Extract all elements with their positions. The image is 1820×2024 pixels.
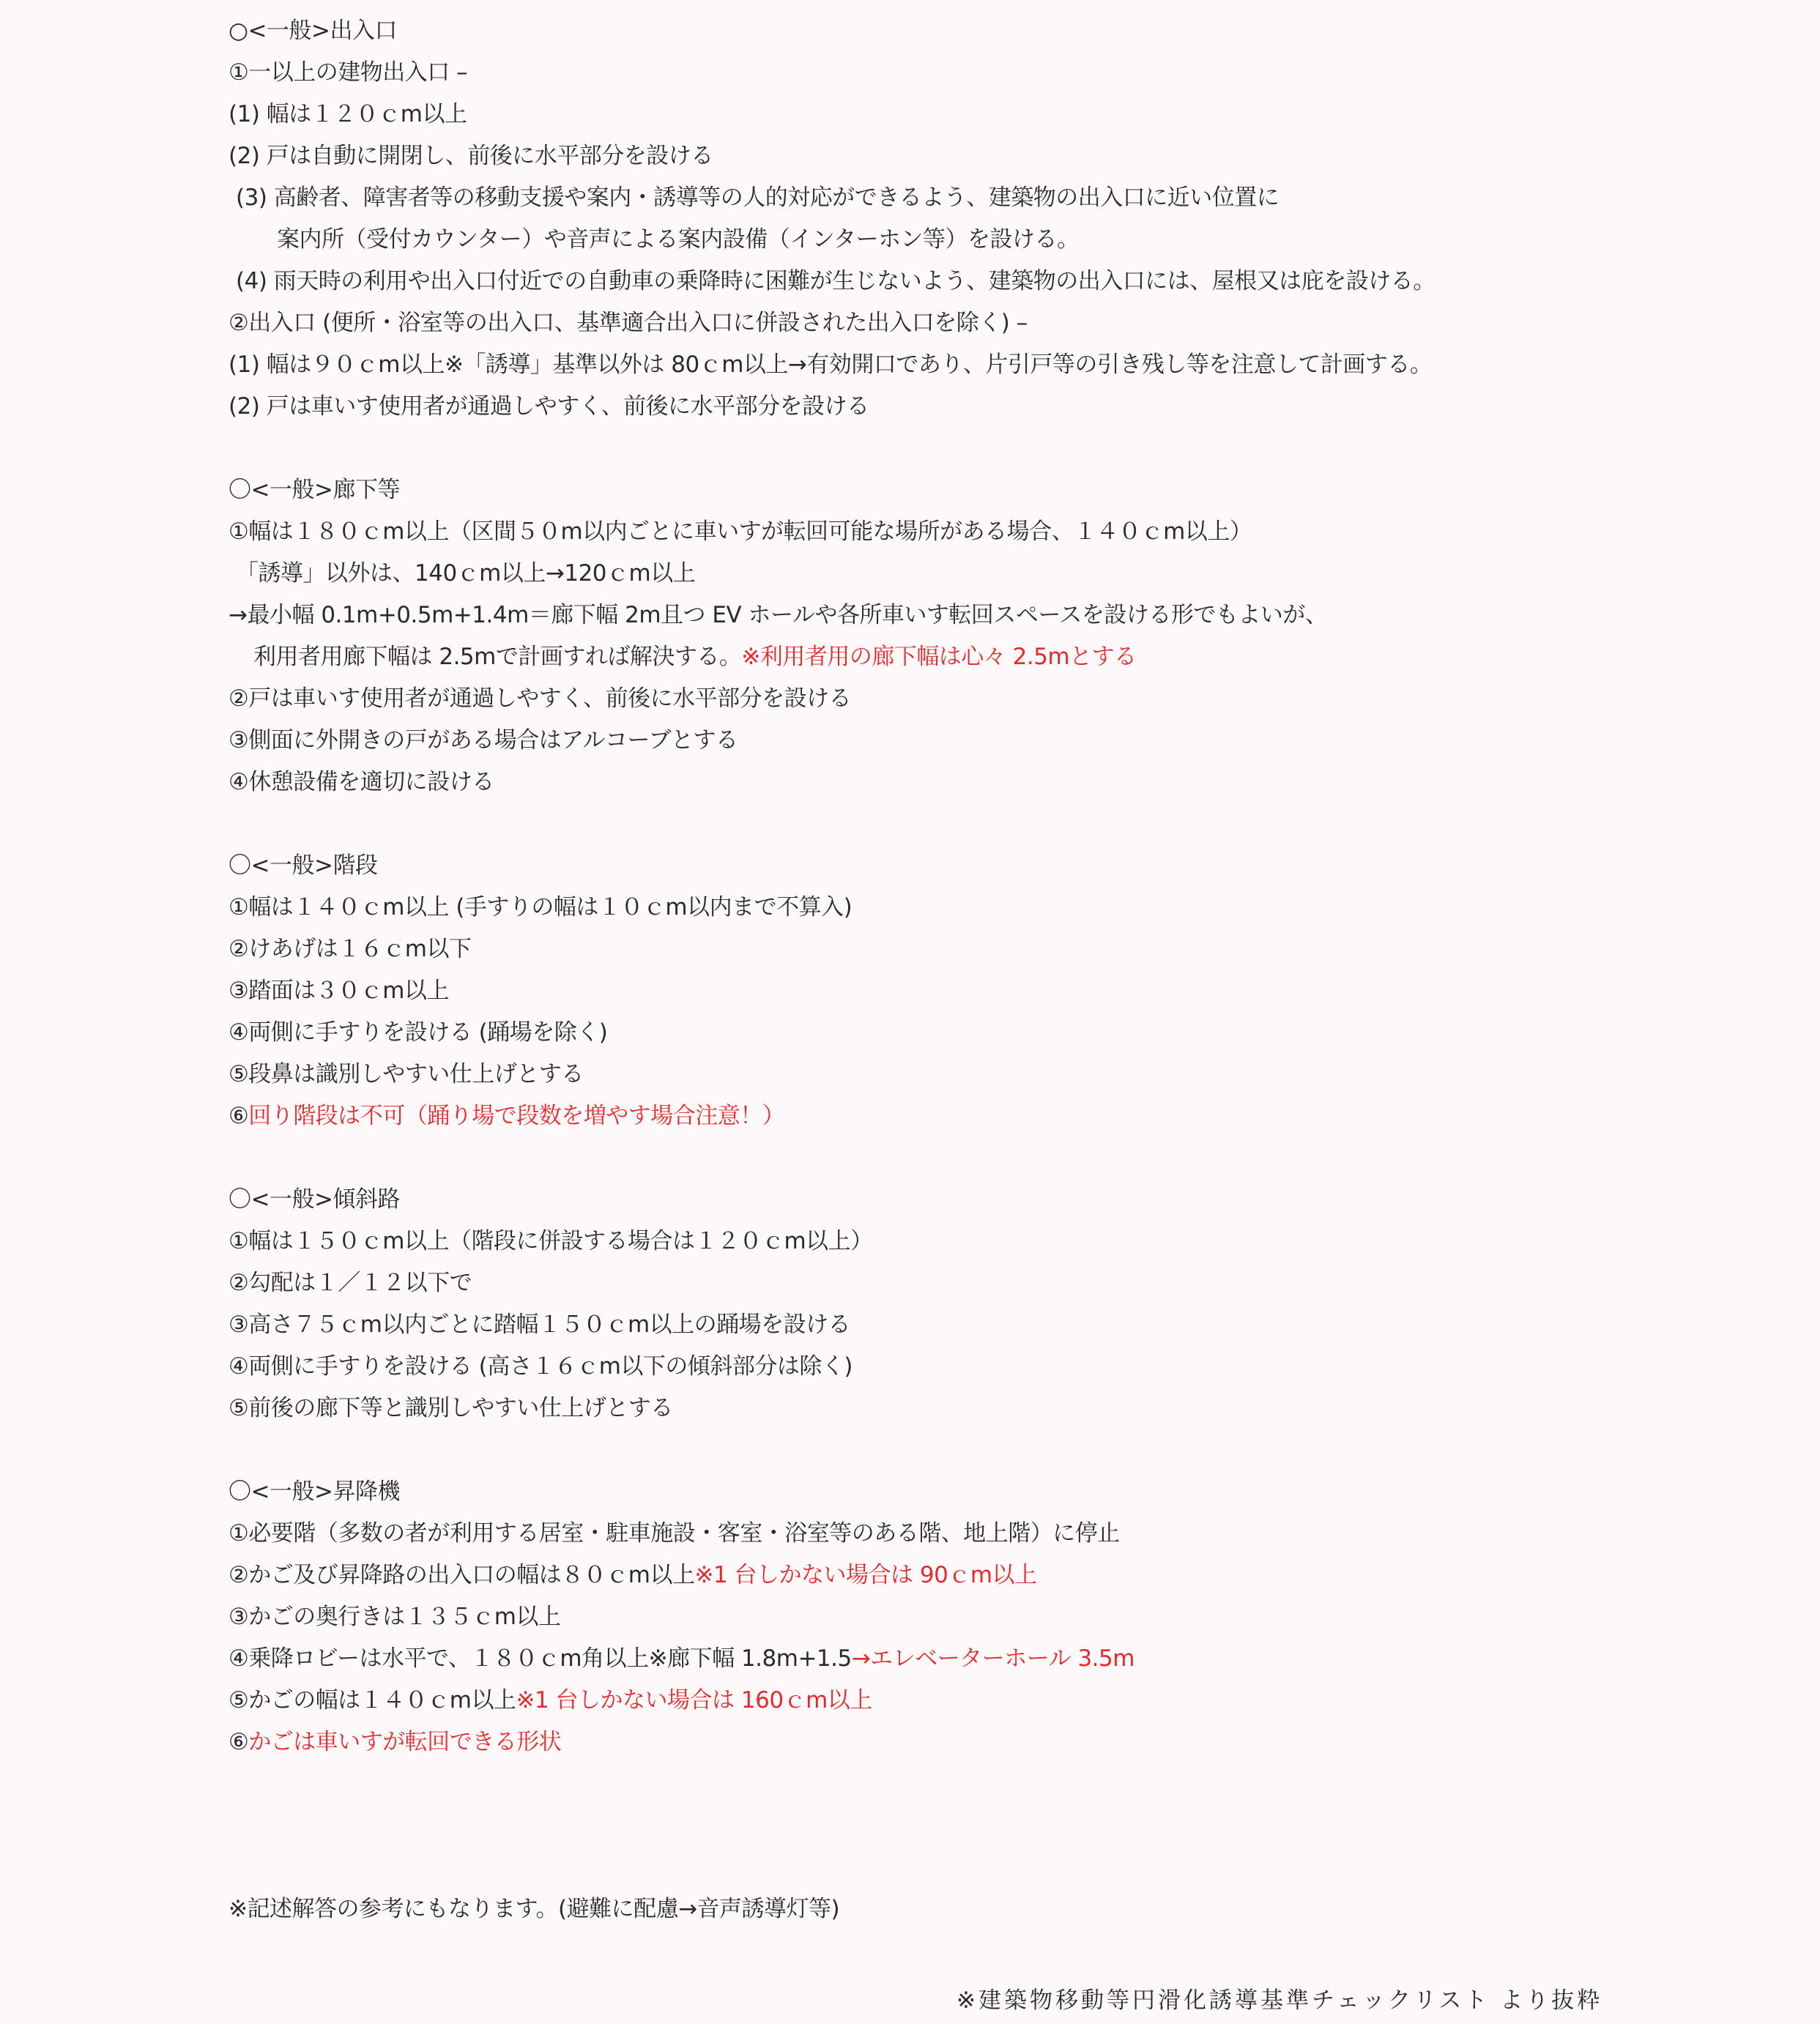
stairs-line-6: [229, 1095, 1803, 1137]
section-elevator: [229, 1471, 1803, 1763]
elevator-line-2-highlight: ※1 台しかない場合は 90ｃm以上: [694, 1562, 1037, 1588]
source-note: ※建築物移動等円滑化誘導基準チェックリスト より抜粋: [957, 1987, 1603, 2014]
elevator-line-5-text: ⑤かごの幅は１４０ｃm以上: [229, 1687, 516, 1714]
entrance-line-4: (3) 高齢者、障害者等の移動支援や案内・誘導等の人的対応ができるよう、建築物の出入口に近い位置に: [236, 185, 1279, 211]
elevator-line-4-highlight: →エレベーターホール 3.5m: [851, 1645, 1134, 1672]
document-body: [229, 10, 1803, 1930]
stairs-line-3: ③踏面は３０ｃm以上: [229, 978, 449, 1004]
elevator-line-2: [229, 1555, 1803, 1596]
entrance-line-8: (1) 幅は９０ｃm以上※「誘導」基準以外は 80ｃm以上→有効開口であり、片引戸等の引き残し等を注意して計画する。: [229, 351, 1433, 378]
footnote-spacer: [229, 1763, 1803, 1889]
elevator-line-6-number: ⑥: [229, 1729, 249, 1755]
elevator-line-6-highlight: かごは車いすが転回できる形状: [248, 1729, 562, 1755]
corridor-line-4: [229, 636, 1803, 678]
section-spacer: [229, 428, 1803, 469]
corridor-line-1: ①幅は１８０ｃm以上（区間５０m以内ごとに車いすが転回可能な場所がある場合、１４０ｃm以上）: [229, 518, 1252, 545]
corridor-line-4-text: 利用者用廊下幅は 2.5mで計画すれば解決する。: [253, 644, 742, 670]
stairs-line-4: ④両側に手すりを設ける (踊場を除く): [229, 1019, 608, 1046]
stairs-line-5: ⑤段鼻は識別しやすい仕上げとする: [229, 1061, 584, 1087]
elevator-line-4: [229, 1638, 1803, 1680]
elevator-line-2-text: ②かご及び昇降路の出入口の幅は８０ｃm以上: [229, 1562, 695, 1588]
ramp-line-4: ④両側に手すりを設ける (高さ１６ｃm以下の傾斜部分は除く): [229, 1353, 853, 1380]
footnote: ※記述解答の参考にもなります。(避難に配慮→音声誘導灯等): [229, 1896, 840, 1922]
corridor-line-7: ④休憩設備を適切に設ける: [229, 769, 494, 795]
section-corridor: [229, 469, 1803, 803]
section-spacer: [229, 1137, 1803, 1179]
section-heading-entrance: ○<一般>出入口: [229, 18, 397, 44]
corridor-line-6: ③側面に外開きの戸がある場合はアルコーブとする: [229, 727, 738, 754]
stairs-line-1: ①幅は１４０ｃm以上 (手すりの幅は１０ｃm以内まで不算入): [229, 894, 853, 920]
corridor-line-3: →最小幅 0.1m+0.5m+1.4m＝廊下幅 2m且つ EV ホールや各所車いす転回スペースを設ける形でもよいが、: [229, 602, 1328, 628]
stairs-line-6-highlight: 回り階段は不可（踊り場で段数を増やす場合注意！）: [248, 1103, 785, 1129]
ramp-line-5: ⑤前後の廊下等と識別しやすい仕上げとする: [229, 1395, 673, 1421]
section-heading-elevator: 〇<一般>昇降機: [229, 1478, 400, 1505]
section-heading-ramp: 〇<一般>傾斜路: [229, 1186, 400, 1213]
elevator-line-3: ③かごの奥行きは１３５ｃm以上: [229, 1604, 561, 1630]
elevator-line-5-highlight: ※1 台しかない場合は 160ｃm以上: [516, 1687, 872, 1714]
ramp-line-2: ②勾配は１／１２以下で: [229, 1270, 472, 1296]
section-spacer: [229, 1429, 1803, 1471]
corridor-line-5: ②戸は車いす使用者が通過しやすく、前後に水平部分を設ける: [229, 685, 852, 712]
entrance-line-7: ②出入口 (便所・浴室等の出入口、基準適合出入口に併設された出入口を除く) –: [229, 310, 1028, 336]
elevator-line-6: [229, 1722, 1803, 1763]
section-stairs: [229, 845, 1803, 1137]
stairs-line-2: ②けあげは１６ｃm以下: [229, 936, 472, 962]
section-entrance: [229, 10, 1803, 428]
ramp-line-3: ③高さ７５ｃm以内ごとに踏幅１５０ｃm以上の踊場を設ける: [229, 1311, 851, 1338]
entrance-line-5: 案内所（受付カウンター）や音声による案内設備（インターホン等）を設ける。: [277, 226, 1080, 253]
entrance-line-2: (1) 幅は１２０ｃm以上: [229, 101, 467, 127]
entrance-line-9: (2) 戸は車いす使用者が通過しやすく、前後に水平部分を設ける: [229, 393, 869, 420]
corridor-line-2: 「誘導」以外は、140ｃm以上→120ｃm以上: [236, 560, 696, 587]
corridor-line-4-highlight: ※利用者用の廊下幅は心々 2.5mとする: [741, 644, 1137, 670]
section-ramp: [229, 1179, 1803, 1429]
elevator-line-1: ①必要階（多数の者が利用する居室・駐車施設・客室・浴室等のある階、地上階）に停止: [229, 1520, 1120, 1547]
entrance-line-1: ①一以上の建物出入口 –: [229, 59, 468, 86]
section-spacer: [229, 803, 1803, 845]
section-heading-stairs: 〇<一般>階段: [229, 852, 378, 879]
stairs-line-6-number: ⑥: [229, 1103, 249, 1129]
ramp-line-1: ①幅は１５０ｃm以上（階段に併設する場合は１２０ｃm以上）: [229, 1228, 873, 1254]
section-heading-corridor: 〇<一般>廊下等: [229, 477, 400, 503]
elevator-line-5: [229, 1680, 1803, 1722]
entrance-line-6: (4) 雨天時の利用や出入口付近での自動車の乗降時に困難が生じないよう、建築物の出入口には、屋根又は庇を設ける。: [236, 268, 1435, 294]
entrance-line-3: (2) 戸は自動に開閉し、前後に水平部分を設ける: [229, 143, 713, 169]
elevator-line-4-text: ④乗降ロビーは水平で、１８０ｃm角以上※廊下幅 1.8m+1.5: [229, 1645, 852, 1672]
